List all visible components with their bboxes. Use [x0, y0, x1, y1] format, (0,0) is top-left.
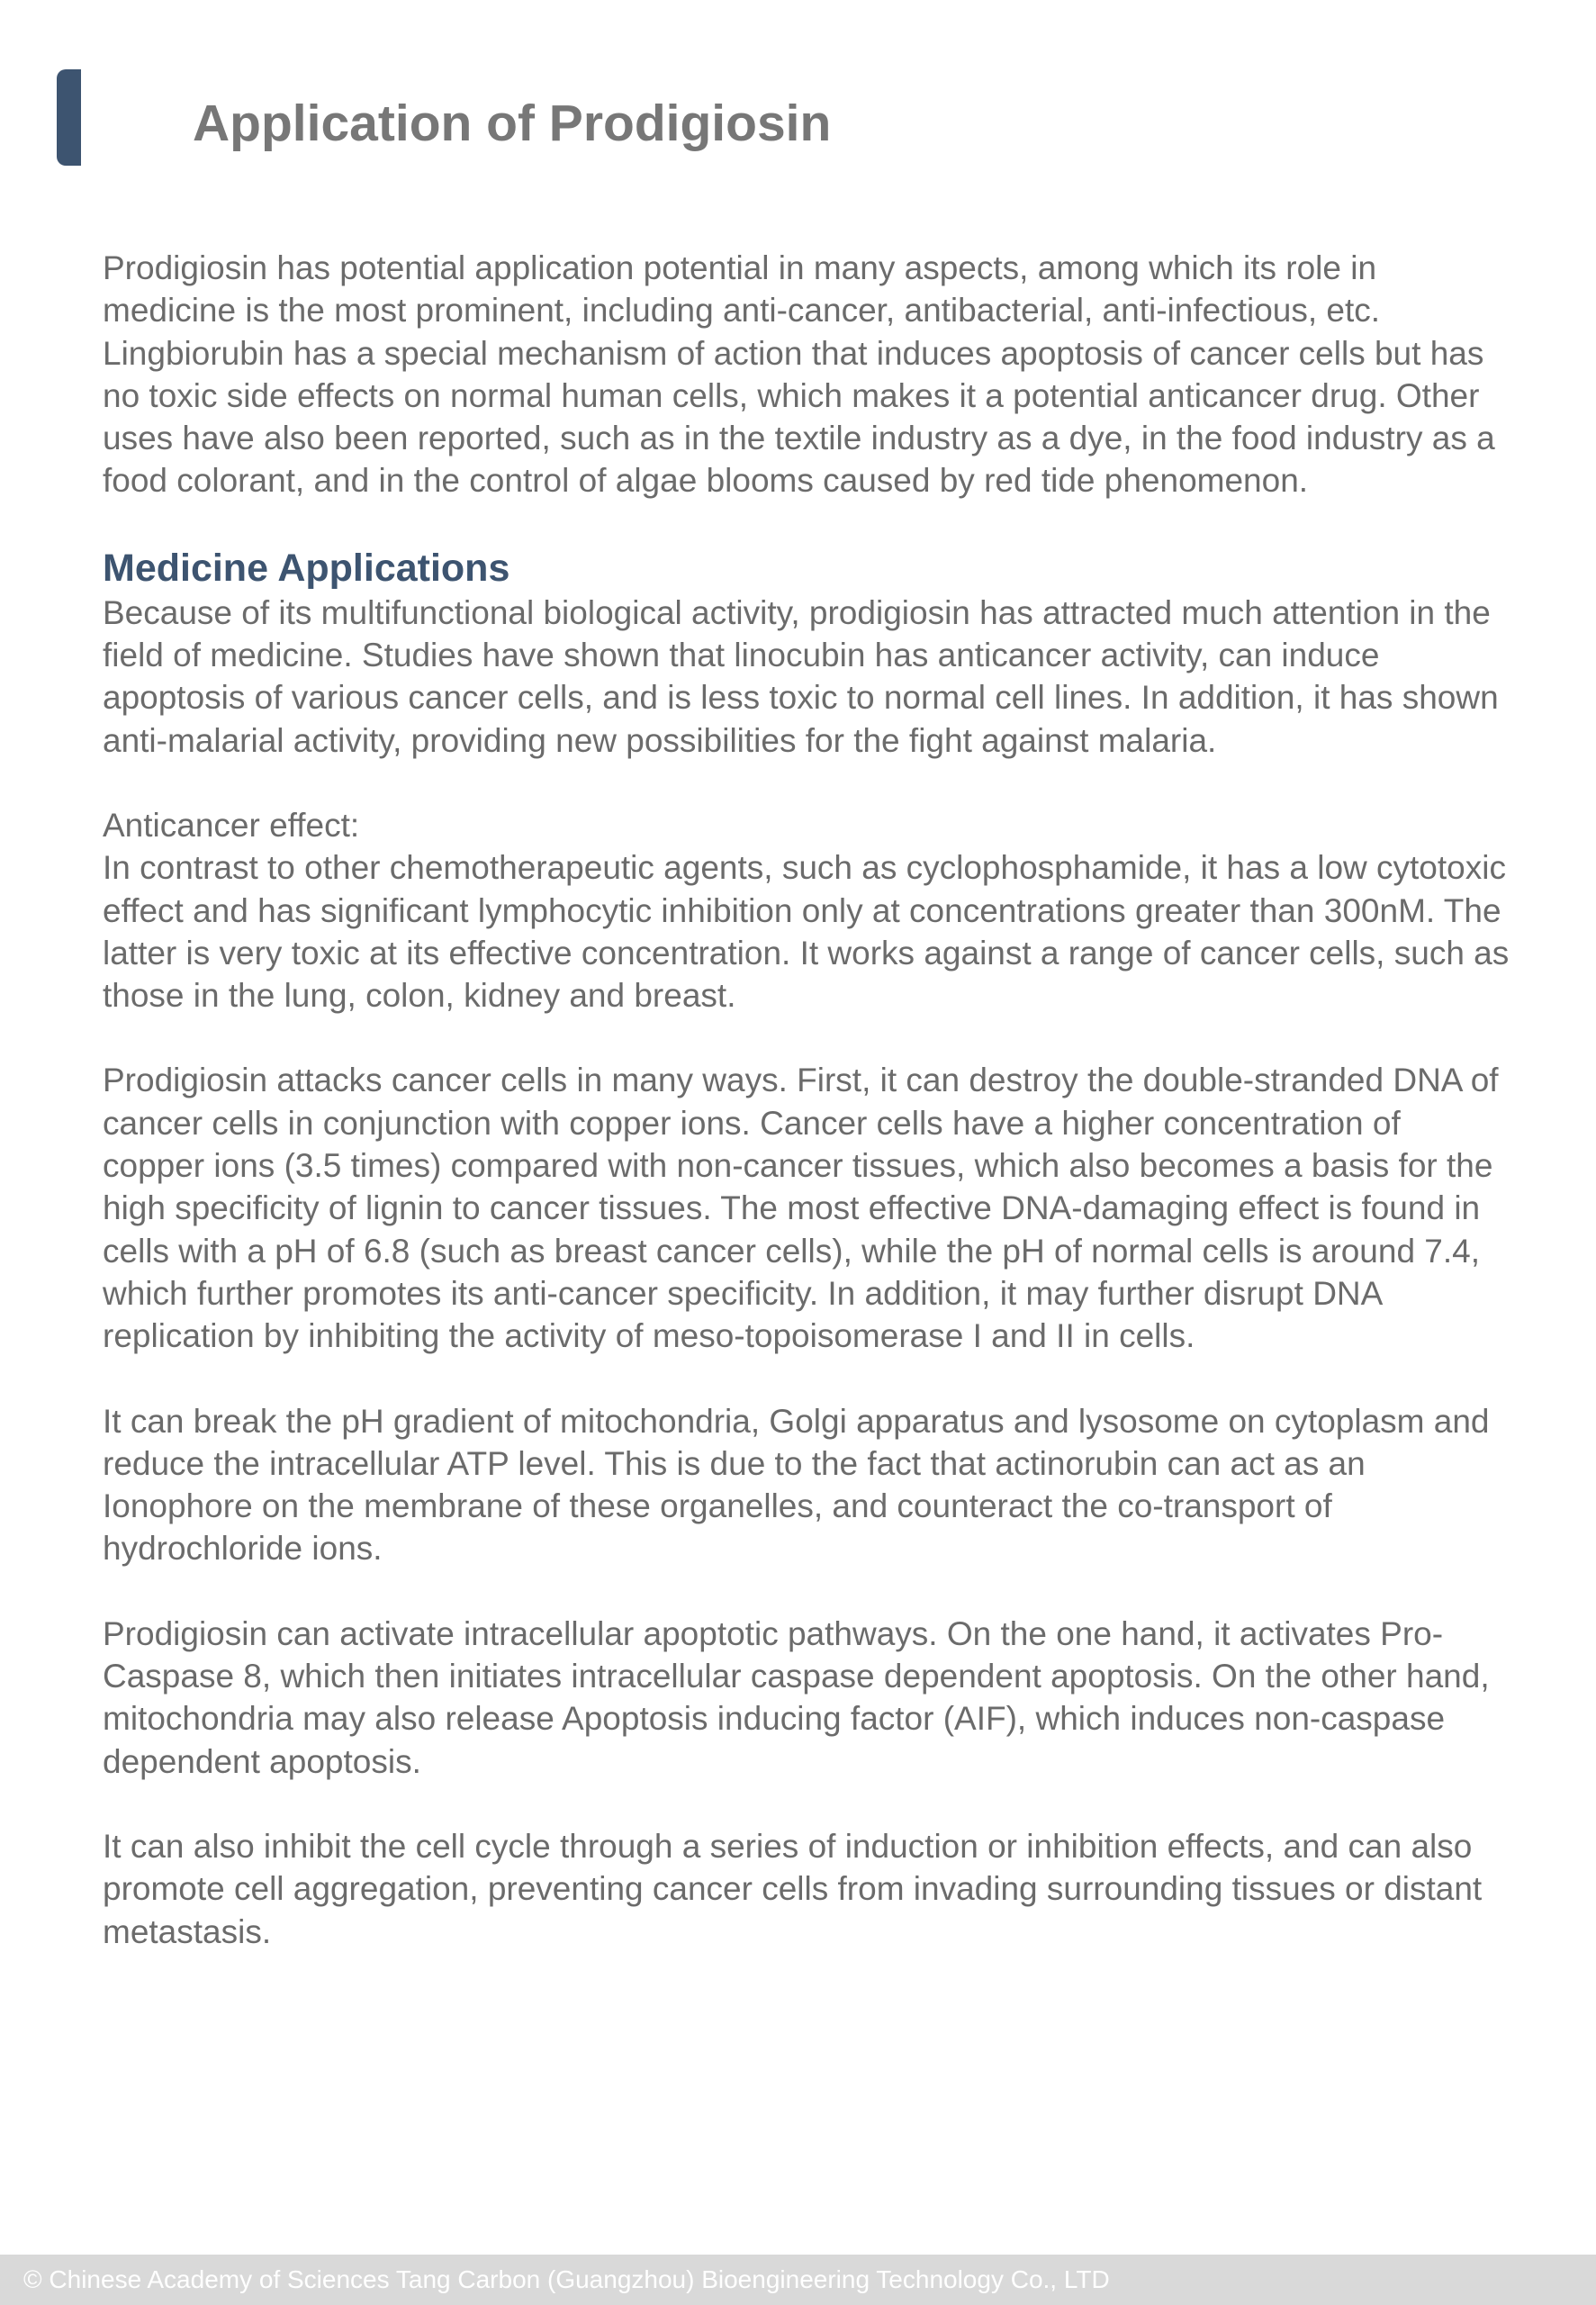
- copyright-text: © Chinese Academy of Sciences Tang Carbon (Guangzhou) Bioengineering Technology Co., LTD: [23, 2265, 1110, 2293]
- mechanism-paragraph-apoptosis: Prodigiosin can activate intracellular apoptotic pathways. On the one hand, it activates Pro-Caspase 8, which then initiates intracellular caspase dependent apoptosis. On the other hand, mitochondria may also release Apoptosis inducing factor (AIF), which induces non-caspase dependent apoptosis.: [103, 1614, 1490, 1780]
- mechanism-paragraph-ph-gradient: It can break the pH gradient of mitochondria, Golgi apparatus and lysosome on cytoplasm and reduce the intracellular ATP level. This is due to the fact that actinorubin can act as an Ionophore on the membrane of these organelles, and counteract the co-transport of hydrochloride ions.: [103, 1402, 1490, 1568]
- anticancer-paragraph: [103, 804, 1511, 1017]
- anticancer-text: In contrast to other chemotherapeutic agents, such as cyclophosphamide, it has a low cytotoxic effect and has significant lymphocytic inhibition only at concentrations greater than 300nM. The latter is very toxic at its effective concentration. It works against a range of cancer cells, such as those in the lung, colon, kidney and breast.: [103, 849, 1510, 1015]
- anticancer-label: Anticancer effect:: [103, 806, 360, 844]
- mechanism-paragraph-dna: Prodigiosin attacks cancer cells in many ways. First, it can destroy the double-stranded DNA of cancer cells in conjunction with copper ions. Cancer cells have a higher concentration of copper ions (3.5 times) compared with non-cancer tissues, which also becomes a basis for the high specificity of lignin to cancer tissues. The most effective DNA-damaging effect is found in cells with a pH of 6.8 (such as breast cancer cells), while the pH of normal cells is around 7.4, which further promotes its anti-cancer specificity. In addition, it may further disrupt DNA replication by inhibiting the activity of meso-topoisomerase I and II in cells.: [103, 1062, 1499, 1355]
- intro-paragraph: Prodigiosin has potential application potential in many aspects, among which its role in medicine is the most prominent, including anti-cancer, antibacterial, anti-infectious, etc. Lingbiorubin has a special mechanism of action that induces apoptosis of cancer cells but has no toxic side effects on normal human cells, which makes it a potential anticancer drug. Other uses have also been reported, such as in the textile industry as a dye, in the food industry as a food colorant, and in the control of algae blooms caused by red tide phenomenon.: [103, 249, 1495, 500]
- title-accent-bar: [57, 69, 81, 166]
- section-intro-paragraph: Because of its multifunctional biological activity, prodigiosin has attracted much attention in the field of medicine. Studies have shown that linocubin has anticancer activity, can induce apoptosis of various cancer cells, and is less toxic to normal cell lines. In addition, it has shown anti-malarial activity, providing new possibilities for the fight against malaria.: [103, 593, 1499, 759]
- document-body: [103, 247, 1511, 1995]
- page-title: Application of Prodigiosin: [193, 95, 832, 152]
- mechanism-paragraph-cell-cycle: It can also inhibit the cell cycle through a series of induction or inhibition effects, and can also promote cell aggregation, preventing cancer cells from invading surrounding tissues or distant metastasis.: [103, 1827, 1483, 1950]
- section-heading: Medicine Applications: [103, 546, 510, 590]
- footer-bar: [0, 2255, 1596, 2305]
